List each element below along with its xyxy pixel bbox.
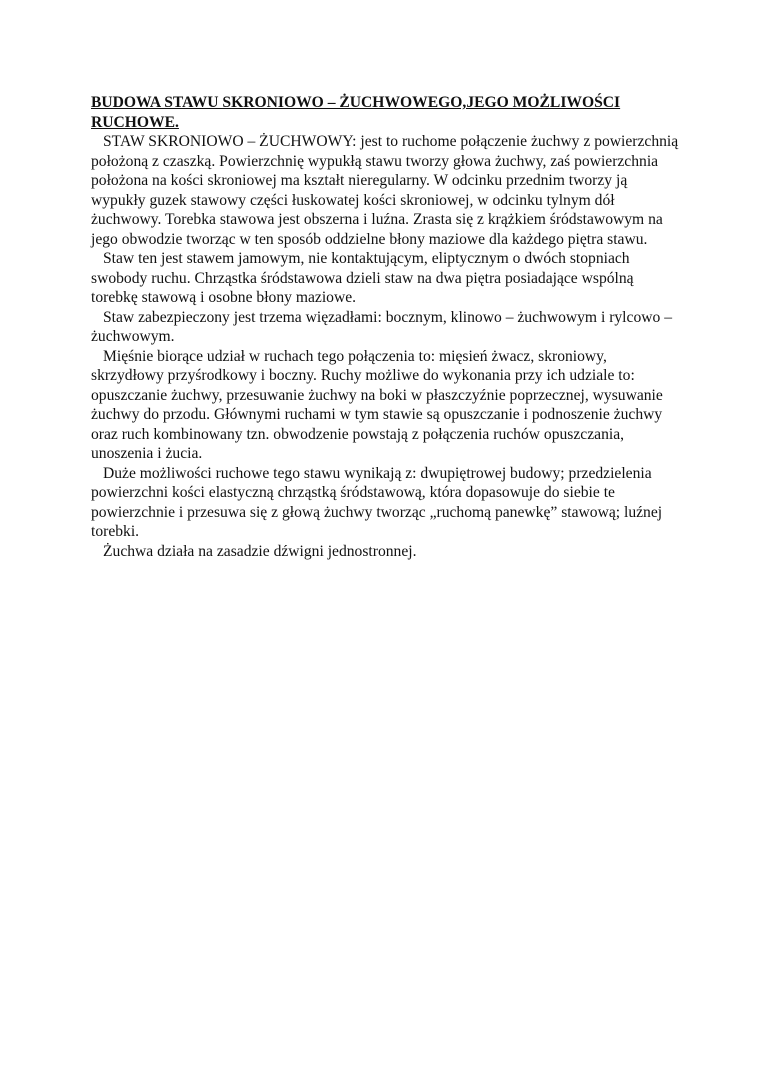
paragraph-lever: Żuchwa działa na zasadzie dźwigni jednostronnej.: [103, 542, 417, 560]
paragraph-ligaments: Staw zabezpieczony jest trzema więzadłami: bocznym, klinowo – żuchwowym i rylcowo – żuchwowym.: [91, 308, 672, 345]
paragraph-definition: STAW SKRONIOWO – ŻUCHWOWY: jest to ruchome połączenie żuchwy z powierzchnią położoną z czaszką. Powierzchnię wypukłą stawu tworzy głowa żuchwy, zaś powierzchnia położona na kości skroniowej ma kształt nieregularny. W odcinku przednim tworzy ją wypukły guzek stawowy części łuskowatej kości skroniowej, w odcinku tylnym dół żuchwowy. Torebka stawowa jest obszerna i luźna. Zrasta się z krążkiem śródstawowym na jego obwodzie tworząc w ten sposób oddzielne błony maziowe dla każdego piętra stawu.: [91, 133, 679, 248]
paragraph-muscles-movements: Mięśnie biorące udział w ruchach tego połączenia to: mięsień żwacz, skroniowy, skrzydłowy przyśrodkowy i boczny. Ruchy możliwe do wykonania przy ich udziale to: opuszczanie żuchwy, przesuwanie żuchwy na boki w płaszczyźnie poprzecznej, wysuwanie żuchwy do przodu. Głównymi ruchami w tym stawie są opuszczanie i podnoszenie żuchwy oraz ruch kombinowany tzn. obwodzenie powstają z połączenia ruchów opuszczania, unoszenia i żucia.: [91, 347, 663, 462]
document-title: BUDOWA STAWU SKRONIOWO – ŻUCHWOWEGO,JEGO MOŻLIWOŚCI RUCHOWE.: [91, 94, 621, 131]
document-body: [91, 93, 681, 561]
paragraph-joint-type: Staw ten jest stawem jamowym, nie kontaktującym, eliptycznym o dwóch stopniach swobody ruchu. Chrząstka śródstawowa dzieli staw na dwa piętra posiadające wspólną torebkę stawową i osobne błony maziowe.: [91, 250, 634, 306]
paragraph-mobility: Duże możliwości ruchowe tego stawu wynikają z: dwupiętrowej budowy; przedzielenia powierzchni kości elastyczną chrząstką śródstawową, która dopasowuje do siebie te powierzchnie i przesuwa się z głową żuchwy tworząc „ruchomą panewkę” stawową; luźnej torebki.: [91, 464, 663, 540]
